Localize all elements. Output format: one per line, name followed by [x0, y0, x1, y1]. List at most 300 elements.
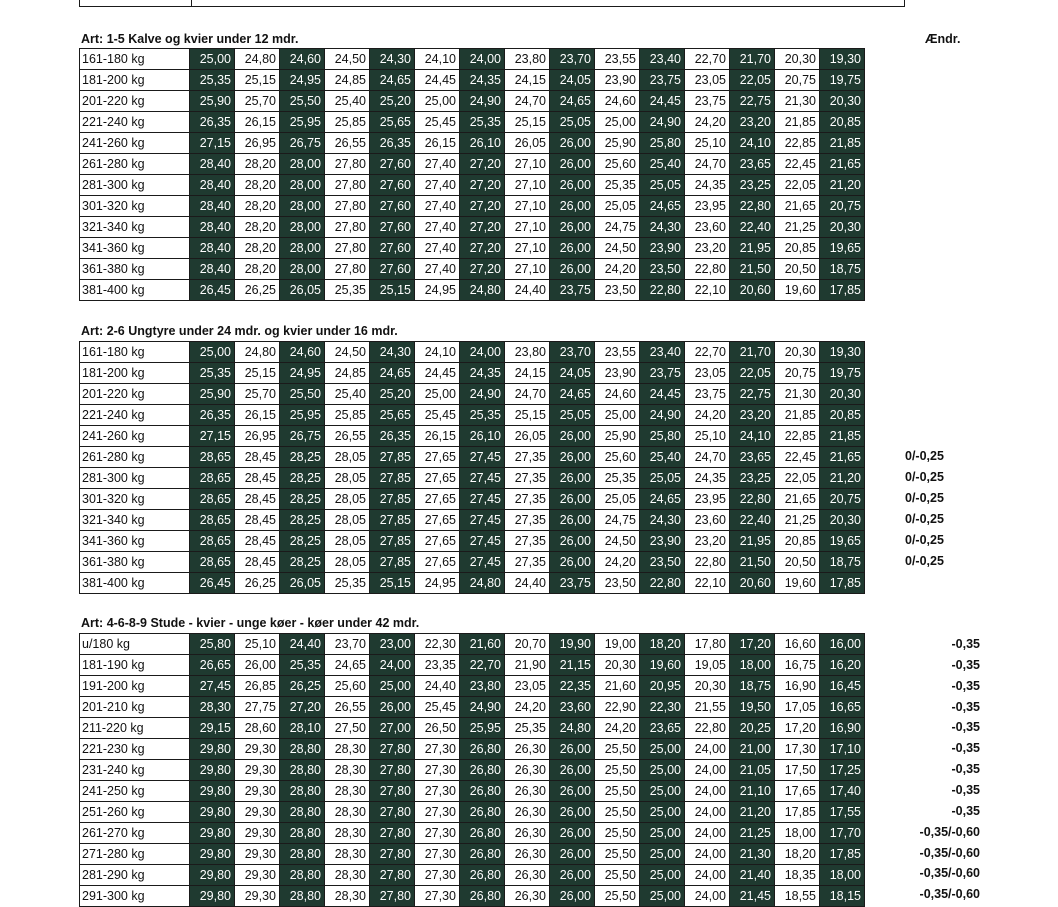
price-cell: 27,85 [370, 489, 415, 510]
price-cell: 23,65 [730, 154, 775, 175]
price-cell: 24,00 [685, 865, 730, 886]
price-cell: 25,40 [640, 447, 685, 468]
price-cell: 25,15 [370, 573, 415, 594]
price-cell: 25,35 [505, 718, 550, 739]
price-cell: 24,85 [325, 70, 370, 91]
price-cell: 20,30 [820, 91, 865, 112]
price-cell: 25,95 [280, 112, 325, 133]
column-divider [191, 0, 192, 6]
price-change-value: -0,35 [951, 699, 980, 714]
price-change-value: -0,35 [951, 762, 980, 777]
price-cell: 26,00 [550, 133, 595, 154]
price-cell: 25,70 [235, 91, 280, 112]
price-cell: 28,80 [280, 823, 325, 844]
price-cell: 29,30 [235, 865, 280, 886]
price-cell: 28,65 [190, 531, 235, 552]
price-cell: 27,85 [370, 531, 415, 552]
price-cell: 28,05 [325, 468, 370, 489]
price-cell: 25,70 [235, 384, 280, 405]
price-cell: 24,00 [685, 844, 730, 865]
price-cell: 24,20 [685, 405, 730, 426]
price-cell: 18,75 [820, 259, 865, 280]
price-cell: 19,65 [820, 238, 865, 259]
price-cell: 22,80 [685, 552, 730, 573]
price-cell: 26,05 [280, 573, 325, 594]
price-cell: 23,75 [550, 280, 595, 301]
price-cell: 26,00 [550, 823, 595, 844]
price-cell: 20,70 [505, 634, 550, 655]
price-cell: 24,20 [595, 259, 640, 280]
price-cell: 27,10 [505, 196, 550, 217]
table-row [80, 802, 865, 823]
price-cell: 29,80 [190, 865, 235, 886]
price-cell: 23,50 [595, 573, 640, 594]
price-cell: 27,40 [415, 259, 460, 280]
price-cell: 18,35 [775, 865, 820, 886]
price-cell: 24,30 [370, 342, 415, 363]
price-cell: 20,75 [775, 70, 820, 91]
price-cell: 24,00 [685, 886, 730, 907]
price-change-value: 0/-0,25 [905, 532, 944, 547]
price-cell: 25,40 [325, 384, 370, 405]
price-cell: 23,05 [685, 363, 730, 384]
price-cell: 24,40 [505, 280, 550, 301]
price-cell: 25,80 [640, 426, 685, 447]
table-row [80, 342, 865, 363]
weight-range-label: 161-180 kg [80, 49, 190, 70]
price-cell: 25,60 [595, 447, 640, 468]
price-cell: 24,00 [370, 655, 415, 676]
price-cell: 26,00 [550, 739, 595, 760]
price-table-calves [79, 48, 865, 301]
price-cell: 20,30 [820, 217, 865, 238]
price-cell: 20,30 [775, 342, 820, 363]
price-cell: 28,05 [325, 489, 370, 510]
price-cell: 21,25 [775, 217, 820, 238]
price-cell: 23,80 [460, 676, 505, 697]
price-cell: 26,80 [460, 802, 505, 823]
price-cell: 26,00 [550, 175, 595, 196]
price-cell: 21,95 [730, 238, 775, 259]
price-cell: 19,05 [685, 655, 730, 676]
price-cell: 28,45 [235, 552, 280, 573]
price-cell: 25,00 [640, 760, 685, 781]
price-cell: 22,40 [730, 217, 775, 238]
table-row [80, 384, 865, 405]
price-cell: 24,00 [685, 823, 730, 844]
price-cell: 27,45 [190, 676, 235, 697]
weight-range-label: 251-260 kg [80, 802, 190, 823]
price-cell: 20,75 [820, 489, 865, 510]
price-cell: 25,65 [370, 405, 415, 426]
weight-range-label: 381-400 kg [80, 280, 190, 301]
price-cell: 25,65 [370, 112, 415, 133]
table-row [80, 697, 865, 718]
price-cell: 26,30 [505, 865, 550, 886]
price-cell: 25,35 [280, 655, 325, 676]
price-cell: 22,80 [730, 489, 775, 510]
price-cell: 27,35 [505, 489, 550, 510]
price-cell: 25,15 [370, 280, 415, 301]
price-cell: 23,80 [505, 342, 550, 363]
table-row [80, 426, 865, 447]
price-cell: 24,30 [640, 217, 685, 238]
price-cell: 28,65 [190, 552, 235, 573]
price-cell: 21,85 [820, 426, 865, 447]
price-table-young-bulls [79, 341, 865, 594]
price-cell: 28,80 [280, 760, 325, 781]
price-cell: 26,00 [550, 886, 595, 907]
weight-range-label: 161-180 kg [80, 342, 190, 363]
price-cell: 21,30 [775, 384, 820, 405]
previous-table-bottom [79, 0, 905, 7]
price-cell: 24,95 [415, 573, 460, 594]
price-cell: 26,10 [460, 133, 505, 154]
price-cell: 29,80 [190, 886, 235, 907]
price-cell: 24,90 [640, 405, 685, 426]
price-cell: 20,30 [820, 510, 865, 531]
price-cell: 27,30 [415, 844, 460, 865]
price-cell: 21,95 [730, 531, 775, 552]
price-cell: 22,80 [730, 196, 775, 217]
price-cell: 24,65 [640, 196, 685, 217]
price-cell: 23,50 [595, 280, 640, 301]
weight-range-label: 281-300 kg [80, 468, 190, 489]
price-cell: 26,15 [415, 133, 460, 154]
price-cell: 23,25 [730, 175, 775, 196]
price-cell: 26,95 [235, 133, 280, 154]
price-cell: 25,35 [460, 112, 505, 133]
table-row [80, 363, 865, 384]
price-cell: 27,35 [505, 510, 550, 531]
price-cell: 27,35 [505, 531, 550, 552]
price-cell: 28,00 [280, 217, 325, 238]
price-cell: 28,40 [190, 217, 235, 238]
price-cell: 27,80 [370, 823, 415, 844]
price-cell: 19,30 [820, 342, 865, 363]
price-cell: 18,75 [820, 552, 865, 573]
price-cell: 17,25 [820, 760, 865, 781]
price-cell: 28,65 [190, 468, 235, 489]
price-cell: 25,00 [595, 405, 640, 426]
price-cell: 25,80 [640, 133, 685, 154]
price-cell: 26,50 [415, 718, 460, 739]
price-cell: 28,20 [235, 154, 280, 175]
price-cell: 28,45 [235, 489, 280, 510]
price-cell: 28,80 [280, 739, 325, 760]
price-cell: 24,05 [550, 70, 595, 91]
price-cell: 23,60 [685, 217, 730, 238]
price-cell: 27,80 [325, 238, 370, 259]
price-cell: 24,70 [685, 447, 730, 468]
price-cell: 23,05 [685, 70, 730, 91]
price-cell: 27,20 [460, 196, 505, 217]
price-cell: 26,00 [370, 697, 415, 718]
price-cell: 27,65 [415, 552, 460, 573]
price-cell: 24,70 [505, 384, 550, 405]
price-cell: 29,80 [190, 802, 235, 823]
price-cell: 24,50 [325, 49, 370, 70]
price-change-value: -0,35/-0,60 [919, 887, 980, 902]
weight-range-label: u/180 kg [80, 634, 190, 655]
price-cell: 26,45 [190, 280, 235, 301]
price-cell: 19,60 [775, 573, 820, 594]
price-cell: 24,95 [280, 70, 325, 91]
price-cell: 25,90 [190, 91, 235, 112]
price-cell: 20,50 [775, 552, 820, 573]
price-cell: 23,75 [640, 363, 685, 384]
price-cell: 25,05 [550, 112, 595, 133]
price-cell: 21,65 [820, 447, 865, 468]
price-cell: 18,00 [730, 655, 775, 676]
price-cell: 25,85 [325, 112, 370, 133]
price-cell: 17,70 [820, 823, 865, 844]
table-row [80, 823, 865, 844]
price-cell: 21,85 [775, 112, 820, 133]
price-cell: 25,05 [595, 489, 640, 510]
price-cell: 28,25 [280, 552, 325, 573]
price-cell: 25,50 [595, 781, 640, 802]
price-cell: 24,40 [505, 573, 550, 594]
table-row [80, 573, 865, 594]
price-cell: 29,15 [190, 718, 235, 739]
price-change-value: -0,35 [951, 803, 980, 818]
price-cell: 27,85 [370, 447, 415, 468]
price-cell: 26,30 [505, 802, 550, 823]
weight-range-label: 261-270 kg [80, 823, 190, 844]
price-cell: 25,45 [415, 697, 460, 718]
price-cell: 22,80 [685, 718, 730, 739]
price-cell: 25,00 [640, 886, 685, 907]
price-cell: 24,30 [640, 510, 685, 531]
price-cell: 18,15 [820, 886, 865, 907]
table-row [80, 447, 865, 468]
price-cell: 27,30 [415, 739, 460, 760]
price-cell: 20,85 [775, 238, 820, 259]
price-cell: 19,90 [550, 634, 595, 655]
price-cell: 26,00 [550, 259, 595, 280]
price-cell: 23,75 [640, 70, 685, 91]
price-cell: 24,75 [595, 510, 640, 531]
price-cell: 21,55 [685, 697, 730, 718]
section-title-2: Art: 2-6 Ungtyre under 24 mdr. og kvier under 16 mdr. [81, 324, 398, 338]
price-cell: 26,15 [415, 426, 460, 447]
price-cell: 28,25 [280, 468, 325, 489]
price-cell: 28,40 [190, 196, 235, 217]
price-cell: 24,85 [325, 363, 370, 384]
weight-range-label: 301-320 kg [80, 489, 190, 510]
price-cell: 25,15 [235, 70, 280, 91]
price-cell: 23,60 [685, 510, 730, 531]
price-cell: 29,80 [190, 760, 235, 781]
price-cell: 26,25 [235, 573, 280, 594]
price-cell: 28,05 [325, 510, 370, 531]
price-cell: 25,80 [190, 634, 235, 655]
price-cell: 25,00 [190, 49, 235, 70]
price-cell: 25,00 [640, 823, 685, 844]
price-change-value: -0,35 [951, 678, 980, 693]
price-cell: 24,50 [595, 238, 640, 259]
price-cell: 26,95 [235, 426, 280, 447]
price-cell: 29,80 [190, 781, 235, 802]
price-cell: 26,80 [460, 739, 505, 760]
price-cell: 25,60 [595, 154, 640, 175]
price-cell: 16,45 [820, 676, 865, 697]
price-cell: 22,45 [775, 447, 820, 468]
price-cell: 29,30 [235, 844, 280, 865]
table-row [80, 468, 865, 489]
price-cell: 28,05 [325, 447, 370, 468]
price-cell: 24,35 [685, 175, 730, 196]
table-row [80, 865, 865, 886]
price-cell: 28,25 [280, 489, 325, 510]
price-cell: 20,30 [595, 655, 640, 676]
price-cell: 25,35 [190, 70, 235, 91]
price-cell: 17,55 [820, 802, 865, 823]
price-cell: 16,90 [775, 676, 820, 697]
price-cell: 27,30 [415, 823, 460, 844]
price-cell: 27,40 [415, 196, 460, 217]
price-cell: 27,20 [460, 259, 505, 280]
price-cell: 28,65 [190, 510, 235, 531]
price-cell: 18,75 [730, 676, 775, 697]
price-cell: 27,35 [505, 468, 550, 489]
price-cell: 27,45 [460, 552, 505, 573]
price-cell: 23,65 [640, 718, 685, 739]
price-cell: 25,50 [280, 384, 325, 405]
price-cell: 28,00 [280, 259, 325, 280]
price-cell: 27,30 [415, 781, 460, 802]
price-cell: 24,60 [595, 91, 640, 112]
price-cell: 24,95 [415, 280, 460, 301]
price-cell: 25,00 [640, 865, 685, 886]
price-cell: 17,85 [820, 280, 865, 301]
price-cell: 27,65 [415, 510, 460, 531]
price-cell: 28,30 [325, 844, 370, 865]
price-cell: 24,90 [460, 697, 505, 718]
price-cell: 22,85 [775, 133, 820, 154]
price-cell: 24,80 [460, 573, 505, 594]
table-row [80, 405, 865, 426]
weight-range-label: 241-260 kg [80, 133, 190, 154]
price-cell: 21,25 [730, 823, 775, 844]
price-cell: 28,20 [235, 238, 280, 259]
weight-range-label: 271-280 kg [80, 844, 190, 865]
table-row [80, 718, 865, 739]
price-cell: 24,80 [235, 342, 280, 363]
price-cell: 27,65 [415, 489, 460, 510]
price-cell: 21,65 [820, 154, 865, 175]
price-cell: 23,20 [685, 238, 730, 259]
price-cell: 27,85 [370, 468, 415, 489]
price-cell: 25,35 [325, 573, 370, 594]
price-cell: 26,80 [460, 781, 505, 802]
price-cell: 23,40 [640, 342, 685, 363]
price-cell: 20,60 [730, 280, 775, 301]
price-cell: 26,05 [280, 280, 325, 301]
price-cell: 26,55 [325, 133, 370, 154]
price-cell: 26,00 [550, 802, 595, 823]
price-cell: 21,65 [775, 489, 820, 510]
price-cell: 27,20 [460, 175, 505, 196]
price-cell: 21,85 [775, 405, 820, 426]
price-cell: 27,30 [415, 865, 460, 886]
weight-range-label: 241-260 kg [80, 426, 190, 447]
price-cell: 22,30 [415, 634, 460, 655]
price-cell: 26,00 [550, 238, 595, 259]
price-cell: 28,30 [325, 739, 370, 760]
table-row [80, 49, 865, 70]
weight-range-label: 211-220 kg [80, 718, 190, 739]
price-cell: 24,80 [235, 49, 280, 70]
weight-range-label: 341-360 kg [80, 238, 190, 259]
weight-range-label: 281-290 kg [80, 865, 190, 886]
table-row [80, 531, 865, 552]
price-change-value: -0,35 [951, 720, 980, 735]
table-row [80, 552, 865, 573]
price-cell: 22,80 [640, 280, 685, 301]
price-cell: 19,75 [820, 70, 865, 91]
price-cell: 24,20 [595, 552, 640, 573]
price-cell: 21,15 [550, 655, 595, 676]
price-cell: 28,80 [280, 802, 325, 823]
weight-range-label: 321-340 kg [80, 510, 190, 531]
price-cell: 28,30 [325, 781, 370, 802]
table-row [80, 489, 865, 510]
price-cell: 24,65 [370, 70, 415, 91]
price-cell: 20,95 [640, 676, 685, 697]
price-cell: 29,30 [235, 781, 280, 802]
price-cell: 28,20 [235, 217, 280, 238]
price-cell: 28,30 [325, 823, 370, 844]
price-cell: 29,30 [235, 739, 280, 760]
price-cell: 24,90 [460, 384, 505, 405]
price-cell: 28,30 [325, 886, 370, 907]
price-cell: 25,15 [505, 405, 550, 426]
price-change-value: -0,35/-0,60 [919, 866, 980, 881]
price-cell: 24,65 [550, 384, 595, 405]
price-cell: 28,00 [280, 196, 325, 217]
price-cell: 23,90 [640, 531, 685, 552]
price-change-value: 0/-0,25 [905, 511, 944, 526]
price-cell: 22,10 [685, 573, 730, 594]
price-cell: 27,20 [280, 697, 325, 718]
price-cell: 27,65 [415, 468, 460, 489]
weight-range-label: 181-200 kg [80, 363, 190, 384]
price-cell: 24,65 [550, 91, 595, 112]
price-cell: 25,00 [415, 91, 460, 112]
price-cell: 27,10 [505, 238, 550, 259]
price-cell: 17,85 [820, 573, 865, 594]
price-cell: 26,55 [325, 697, 370, 718]
price-cell: 22,90 [595, 697, 640, 718]
price-cell: 17,85 [820, 844, 865, 865]
price-cell: 28,25 [280, 447, 325, 468]
price-cell: 21,20 [820, 175, 865, 196]
price-cell: 27,75 [235, 697, 280, 718]
price-change-value: -0,35 [951, 637, 980, 651]
price-cell: 27,80 [325, 154, 370, 175]
weight-range-label: 191-200 kg [80, 676, 190, 697]
price-cell: 24,10 [730, 133, 775, 154]
price-cell: 27,15 [190, 133, 235, 154]
price-cell: 21,90 [505, 655, 550, 676]
price-cell: 24,00 [685, 739, 730, 760]
weight-range-label: 221-240 kg [80, 112, 190, 133]
price-cell: 24,80 [460, 280, 505, 301]
price-cell: 25,85 [325, 405, 370, 426]
price-cell: 23,60 [550, 697, 595, 718]
